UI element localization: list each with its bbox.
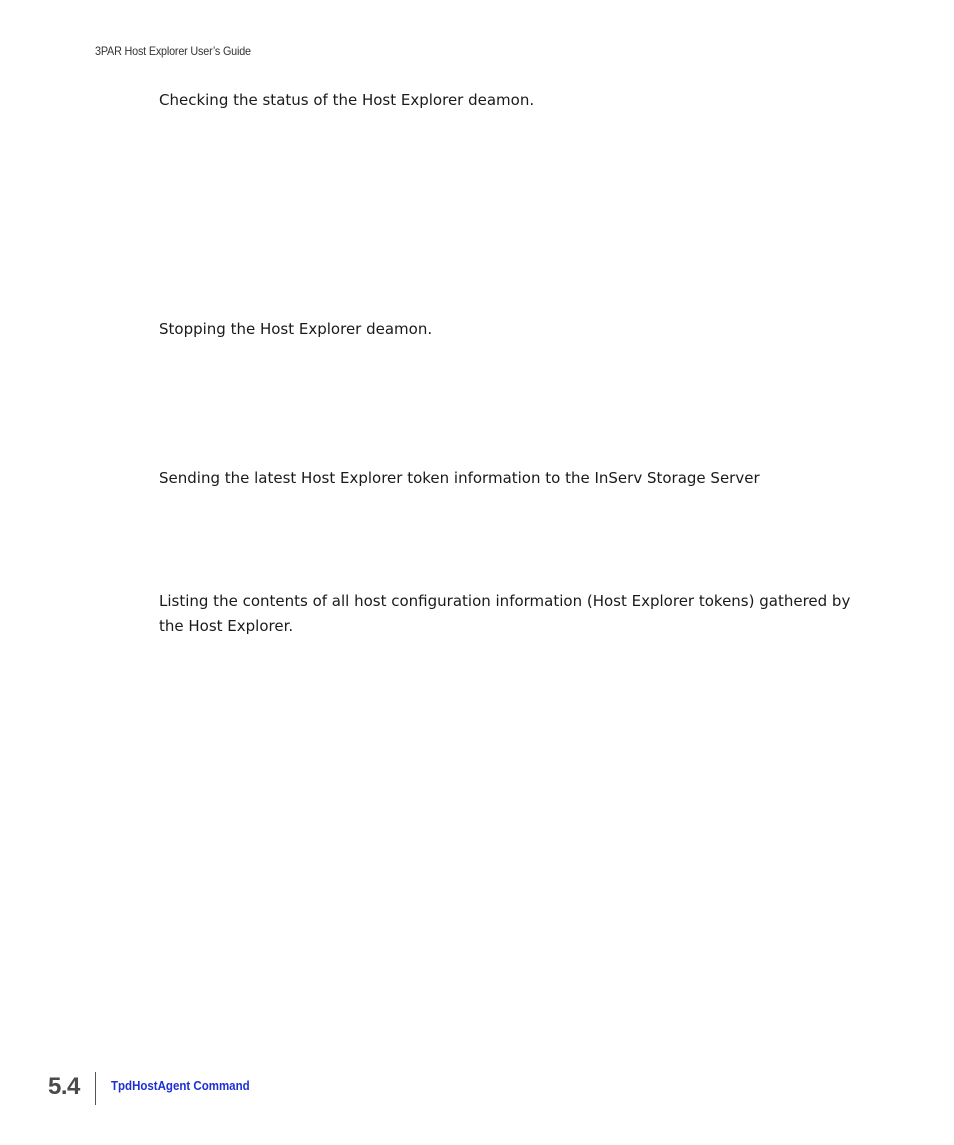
paragraph-send-token: Sending the latest Host Explorer token information to the InServ Storage Server bbox=[159, 469, 760, 487]
footer-section-title: TpdHostAgent Command bbox=[111, 1079, 250, 1093]
paragraph-stop-daemon: Stopping the Host Explorer deamon. bbox=[159, 320, 433, 338]
footer-page-number: 5.4 bbox=[48, 1073, 80, 1100]
paragraph-check-status: Checking the status of the Host Explorer deamon. bbox=[159, 91, 535, 109]
paragraph-list-contents: Listing the contents of all host configuration information (Host Explorer tokens) gathered by the Host Explorer. bbox=[159, 592, 851, 635]
footer-divider bbox=[95, 1072, 96, 1105]
running-header: 3PAR Host Explorer User’s Guide bbox=[95, 44, 251, 58]
